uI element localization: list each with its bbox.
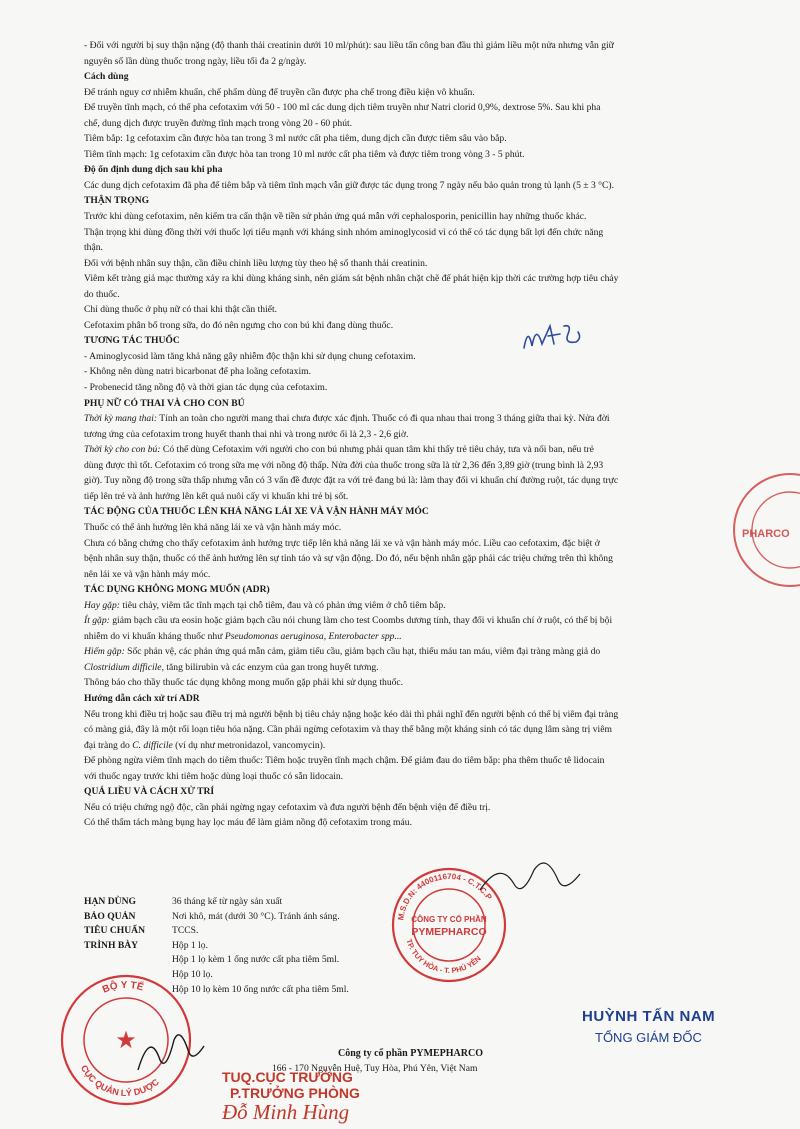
line-label: Hiếm gặp: [84, 646, 125, 658]
company-stamp-ring-text: M.S.D.N: 4400116704 - C.T.C.P [396, 872, 494, 922]
company-stamp-ring-bottom: TP. TUY HÒA - T. PHÚ YÊN [404, 937, 483, 976]
signer-name: HUỲNH TẤN NAM [582, 1008, 716, 1025]
text-line [84, 815, 724, 831]
text-line [84, 209, 724, 225]
line-label: Thời kỳ mang thai: [84, 413, 158, 425]
line-text: - Probenecid tăng nồng độ và thời gian tác dụng của cefotaxim. [84, 382, 328, 394]
line-text: Cách dùng [84, 71, 129, 83]
text-line [84, 644, 724, 660]
text-line [84, 318, 724, 334]
text-line [84, 178, 724, 194]
company-signature [470, 850, 590, 910]
authority-line-2: P.TRƯỞNG PHÒNG [230, 1085, 360, 1101]
spec-value: Hộp 10 lọ. [172, 968, 213, 980]
line-text: Có thể dùng Cefotaxim với người cho con bú nhưng phải quan tâm khi thấy trẻ tiêu chảy, tưa và nổi ban, nếu trẻ [160, 444, 594, 456]
line-text: Nếu trong khi điều trị hoặc sau điều trị mà người bệnh bị tiêu chảy nặng hoặc kéo dài thì phải nghĩ đến người bệnh có thể bị viêm đại tràng [84, 708, 619, 720]
spec-value: Nơi khô, mát (dưới 30 °C). Tránh ánh sáng. [172, 910, 340, 922]
text-line [84, 147, 724, 163]
line-text: Hướng dẫn cách xử trí ADR [84, 692, 200, 704]
text-line [84, 411, 724, 427]
line-text: Tính an toàn cho người mang thai chưa được xác định. Thuốc có đi qua nhau thai trong 3 tháng giữa thai kỳ. Nửa đời [157, 413, 610, 425]
spec-key: HẠN DÙNG [84, 896, 136, 907]
ministry-signature [130, 1020, 220, 1080]
text-line [84, 629, 724, 645]
text-line [84, 256, 724, 272]
text-line [84, 551, 724, 567]
text-line [84, 225, 724, 241]
line-italic: C. difficile [132, 739, 173, 751]
document-body [84, 38, 724, 831]
text-line [84, 473, 724, 489]
text-line [84, 349, 724, 365]
ministry-stamp-bottom: CỤC QUẢN LÝ DƯỢC [78, 1063, 161, 1099]
text-line [84, 442, 724, 458]
text-line [84, 54, 724, 70]
text-line [84, 302, 724, 318]
text-line [84, 100, 724, 116]
text-line [84, 240, 724, 256]
text-line [84, 660, 724, 676]
section-heading [84, 162, 724, 178]
line-text: Sốc phản vệ, các phản ứng quá mẫn cảm, giảm tiểu cầu, giảm bạch cầu hạt, thiếu máu tan máu, viêm đại tràng màng giả do [124, 646, 601, 658]
line-text: chế, dung dịch được truyền đường tĩnh mạch trong vòng 20 - 60 phút. [84, 117, 353, 129]
line-italic: Clostridium difficile [84, 661, 162, 673]
star-icon: ★ [115, 1028, 137, 1054]
line-text: giảm bạch cầu ưa eosin hoặc giảm bạch cầu nói chung làm cho test Coombs dương tính, thay đổi vi khuẩn chí ở ruột, có thể bị bội [109, 615, 613, 627]
text-line [84, 613, 724, 629]
footer-address: 166 - 170 Nguyễn Huệ, Tuy Hòa, Phú Yên, Việt Nam [272, 1063, 478, 1074]
section-heading [84, 333, 724, 349]
line-text: Để phòng ngừa viêm tĩnh mạch do tiêm thuốc: Tiêm hoặc truyền tĩnh mạch chậm. Để giảm đau do tiêm bắp: pha thêm thuốc tê lidocain [84, 755, 605, 767]
company-stamp-center-1: CÔNG TY CỔ PHẦN [411, 915, 487, 924]
authority-signature-name: Đỗ Minh Hùng [222, 1100, 350, 1124]
section-heading [84, 69, 724, 85]
line-text: Thông báo cho thầy thuốc tác dụng không mong muốn gặp phải khi sử dụng thuốc. [84, 677, 404, 689]
line-text: Trước khi dùng cefotaxim, nên kiểm tra cẩn thận về tiền sử phản ứng quá mẫn với cephalosporin, penicillin hay những thuốc khác. [84, 211, 587, 223]
line-text: - Không nên dùng natri bicarbonat để pha loãng cefotaxim. [84, 366, 311, 378]
ministry-stamp-top: BỘ Y TẾ [100, 979, 145, 996]
text-line [84, 520, 724, 536]
line-text: Độ ổn định dung dịch sau khi pha [84, 164, 223, 176]
line-text: giờ). Tuy nồng độ trong sữa thấp nhưng vẫn có 3 vấn đề được đặt ra với trẻ đang bú là: làm thay đổi vi khuẩn chí đường ruột, tác dụng trực [84, 475, 619, 487]
spec-key [84, 953, 172, 968]
edge-stamp [730, 470, 800, 590]
line-text: Viêm kết tràng giả mạc thường xảy ra khi dùng kháng sinh, nên giám sát bệnh nhân chặt chẽ để phát hiện kịp thời các trường hợp tiêu chảy [84, 273, 619, 285]
line-text: TƯƠNG TÁC THUỐC [84, 335, 180, 347]
text-line [84, 287, 724, 303]
line-text: nhiễm do vi khuẩn kháng thuốc như [84, 630, 225, 642]
line-text-tail: (ví dụ như metronidazol, vancomycin). [172, 739, 326, 751]
text-line [84, 364, 724, 380]
line-text: Chỉ dùng thuốc ở phụ nữ có thai khi thật cần thiết. [84, 304, 278, 316]
text-line [84, 116, 724, 132]
text-line [84, 598, 724, 614]
line-text: Đối với bệnh nhân suy thận, cần điều chỉnh liều lượng tùy theo hệ số thanh thải creatinin. [84, 257, 428, 269]
line-text: nên lái xe và vận hành máy móc. [84, 568, 211, 580]
text-line [84, 489, 724, 505]
line-text: Để truyền tĩnh mạch, có thể pha cefotaxim với 50 - 100 ml các dung dịch tiêm truyền như Natri clorid 0,9%, dextrose 5%. Sau khi pha [84, 102, 601, 114]
line-text: thận. [84, 242, 103, 254]
text-line [84, 722, 724, 738]
line-text: Nếu có triệu chứng ngộ độc, cần phải ngừng ngay cefotaxim và đưa người bệnh đến bệnh viện để điều trị. [84, 801, 491, 813]
line-text: tương ứng của cefotaxim trong huyết thanh thai nhi và trong nước ối là 2,3 - 2,6 giờ. [84, 428, 409, 440]
line-label: Ít gặp: [84, 615, 110, 627]
spec-key: TIÊU CHUẨN [84, 925, 146, 937]
line-text-tail: , tăng bilirubin và các enzym của gan trong huyết tương. [161, 661, 379, 673]
line-text: Thận trọng khi dùng đồng thời với thuốc lợi tiểu mạnh với kháng sinh nhóm aminoglycosid vì có thể có tác dụng bất lợi đến chức năng [84, 226, 604, 238]
text-line [84, 458, 724, 474]
text-line [84, 271, 724, 287]
signer-title: TỔNG GIÁM ĐỐC [595, 1030, 702, 1045]
line-label: Hay gặp: [84, 599, 120, 611]
line-text: PHỤ NỮ CÓ THAI VÀ CHO CON BÚ [84, 397, 245, 409]
line-text: nguyên số lần dùng thuốc trong ngày, liều tối đa 2 g/ngày. [84, 55, 307, 67]
footer-company: Công ty cổ phần PYMEPHARCO [338, 1048, 484, 1059]
line-text: Để tránh nguy cơ nhiễm khuẩn, chế phẩm dùng để truyền cần được pha chế trong điều kiện vô khuẩn. [84, 86, 475, 98]
section-heading [84, 504, 724, 520]
line-text: Cefotaxim phân bố trong sữa, do đó nên ngưng cho con bú khi đang dùng thuốc. [84, 319, 394, 331]
initials-scribble [520, 318, 600, 358]
section-heading [84, 784, 724, 800]
line-text: đại tràng do [84, 739, 133, 751]
text-line [84, 380, 724, 396]
line-text: Tiêm bắp: 1g cefotaxim cần được hòa tan trong 3 ml nước cất pha tiêm, dung dịch cần được tiêm sâu vào bắp. [84, 133, 507, 145]
line-text: Chưa có bằng chứng cho thấy cefotaxim ảnh hưởng trực tiếp lên khả năng lái xe và vận hành máy móc. Liều cao cefotaxim, đặc biệt ở [84, 537, 600, 549]
line-text: với thuốc ngay trước khi tiêm hoặc dùng loại thuốc có sẵn lidocain. [84, 770, 344, 782]
line-text: Có thể thẩm tách màng bụng hay lọc máu để làm giảm nồng độ cefotaxim trong máu. [84, 817, 412, 829]
line-text: - Aminoglycosid làm tăng khả năng gây nhiễm độc thận khi sử dụng chung cefotaxim. [84, 350, 416, 362]
line-text: QUÁ LIỀU VÀ CÁCH XỬ TRÍ [84, 786, 215, 798]
line-text: TÁC ĐỘNG CỦA THUỐC LÊN KHẢ NĂNG LÁI XE VÀ VẬN HÀNH MÁY MÓC [84, 506, 429, 518]
spec-key: BẢO QUẢN [84, 910, 136, 922]
section-heading [84, 691, 724, 707]
line-text: dùng được thì tốt. Cefotaxim có trong sữa mẹ với nồng độ thấp. Nửa đời của thuốc trong sữa là từ 2,36 đến 3,89 giờ (trung bình là 2,93 [84, 459, 604, 471]
text-line [84, 707, 724, 723]
line-italic: Pseudomonas aeruginosa, Enterobacter spp... [224, 630, 402, 642]
line-text: tiếp lên trẻ và ảnh hưởng lên kết quả nuôi cấy vi khuẩn khi trẻ bị sốt. [84, 490, 349, 502]
spec-value: TCCS. [172, 925, 199, 937]
text-line [84, 769, 724, 785]
spec-value: Hộp 10 lọ kèm 10 ống nước cất pha tiêm 5ml. [172, 983, 349, 995]
text-line [84, 675, 724, 691]
edge-stamp-text: PHARCO [742, 528, 790, 540]
spec-value: 36 tháng kể từ ngày sản xuất [172, 896, 283, 907]
text-line [84, 38, 724, 54]
line-text: Thuốc có thể ảnh hưởng lên khả năng lái xe và vận hành máy móc. [84, 521, 342, 533]
line-text: - Đối với người bị suy thận nặng (độ thanh thải creatinin dưới 10 ml/phút): sau liều tấn công ban đầu thì giảm liều một nửa nhưng vẫn giữ [84, 40, 614, 51]
line-text: TÁC DỤNG KHÔNG MONG MUỐN (ADR) [84, 584, 270, 596]
line-text: có màng giả, đây là một rối loạn tiêu hóa nặng. Cần phải ngừng cefotaxim và thay thế bằng một kháng sinh có tác dụng lâm sàng trị viêm [84, 724, 612, 736]
line-text: Tiêm tĩnh mạch: 1g cefotaxim cần được hòa tan trong 10 ml nước cất pha tiêm và được tiêm trong vòng 3 - 5 phút. [84, 148, 525, 160]
section-heading [84, 582, 724, 598]
authority-line-1: TUQ.CỤC TRƯỞNG [222, 1069, 353, 1085]
text-line [84, 427, 724, 443]
line-text: bệnh nhân suy thận, thuốc có thể ảnh hưởng lên sự tỉnh táo và sự vận động. Do đó, nếu bệnh nhân gặp phải các triệu chứng trên thì không [84, 553, 613, 565]
text-line [84, 800, 724, 816]
section-heading [84, 396, 724, 412]
text-line [84, 536, 724, 552]
line-text: tiêu chảy, viêm tắc tĩnh mạch tại chỗ tiêm, đau và có phản ứng viêm ở chỗ tiêm bắp. [119, 599, 446, 611]
text-line [84, 738, 724, 754]
spec-key: TRÌNH BÀY [84, 939, 139, 951]
text-line [84, 85, 724, 101]
company-stamp-center-2: PYMEPHARCO [411, 926, 487, 938]
line-text: do thuốc. [84, 288, 120, 300]
line-text: THẬN TRỌNG [84, 195, 150, 207]
line-text: Các dung dịch cefotaxim đã pha để tiêm bắp và tiêm tĩnh mạch vẫn giữ được tác dụng trong 7 ngày nếu bảo quản trong tủ lạnh (5 ± 3 °C). [84, 179, 614, 191]
text-line [84, 753, 724, 769]
text-line [84, 131, 724, 147]
line-label: Thời kỳ cho con bú: [84, 444, 161, 456]
spec-value: Hộp 1 lọ. [172, 939, 208, 951]
section-heading [84, 193, 724, 209]
spec-value: Hộp 1 lọ kèm 1 ống nước cất pha tiêm 5ml. [172, 954, 340, 966]
text-line [84, 567, 724, 583]
